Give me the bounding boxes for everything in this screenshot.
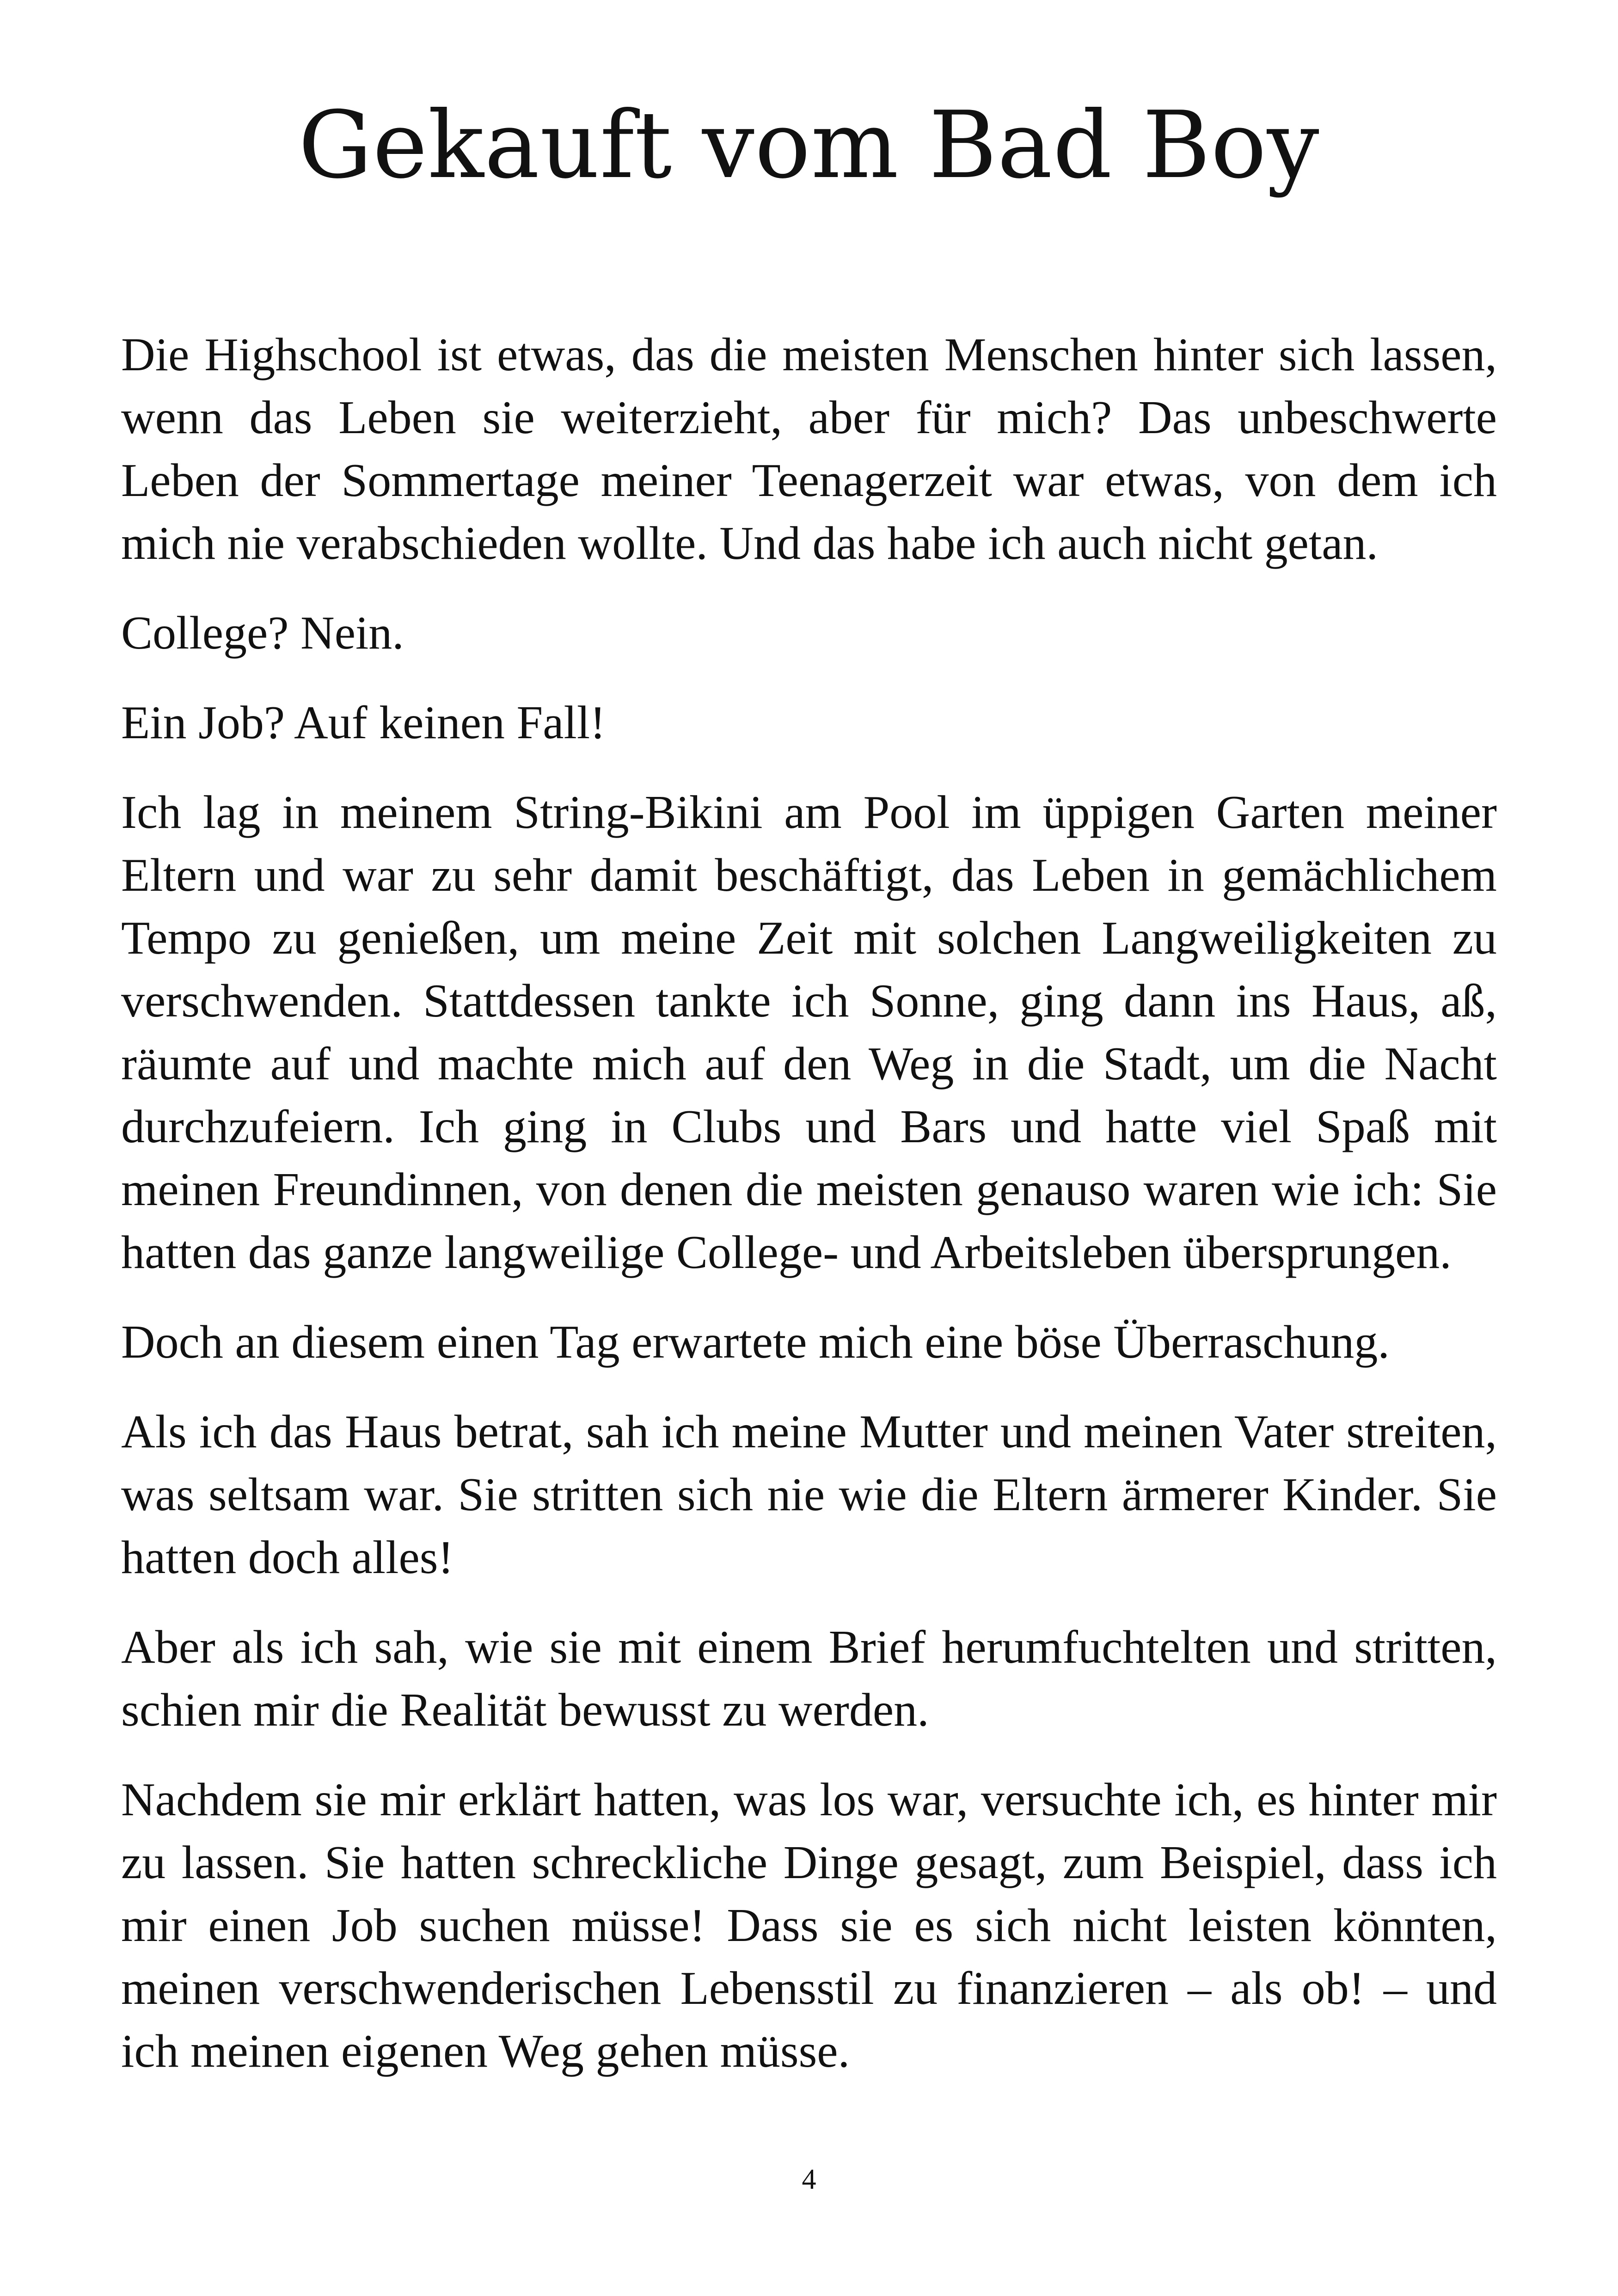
chapter-title: Gekauft vom Bad Boy (298, 92, 1320, 199)
body-text (121, 324, 1497, 2110)
paragraph: College? Nein. (121, 607, 404, 659)
paragraph: Die Highschool ist etwas, das die meisten Menschen hinter sich lassen, wenn das Leben sie weiterzieht, aber für mich? Das unbeschwerte Leben der Sommertage meiner Teenagerzeit war etwas, von dem ich mich nie verabschieden wollte. Und das habe ich auch nicht getan. (121, 329, 1497, 569)
page-number: 4 (802, 2164, 816, 2195)
paragraph: Aber als ich sah, wie sie mit einem Brief herumfuchtelten und stritten, schien mir die Realität bewusst zu werden. (121, 1621, 1497, 1736)
paragraph: Ich lag in meinem String-Bikini am Pool im üppigen Garten meiner Eltern und war zu sehr damit beschäftigt, das Leben in gemächlichem Tempo zu genießen, um meine Zeit mit solchen Langweiligkeiten zu verschwenden. Stattdessen tankte ich Sonne, ging dann ins Haus, aß, räumte auf und machte mich auf den Weg in die Stadt, um die Nacht durchzufeiern. Ich ging in Clubs und Bars und hatte viel Spaß mit meinen Freundinnen, von denen die meisten genauso waren wie ich: Sie hatten das ganze langweilige College- und Arbeitsleben übersprungen. (121, 786, 1497, 1279)
paragraph: Doch an diesem einen Tag erwartete mich eine böse Überraschung. (121, 1316, 1390, 1368)
paragraph: Nachdem sie mir erklärt hatten, was los war, versuchte ich, es hinter mir zu lassen. Sie hatten schreckliche Dinge gesagt, zum Beispiel, dass ich mir einen Job suchen müsse! Dass sie es sich nicht leisten könnten, meinen verschwenderischen Lebensstil zu finanzieren – als ob! – und ich meinen eigenen Weg gehen müsse. (121, 1774, 1497, 2077)
paragraph: Ein Job? Auf keinen Fall! (121, 697, 606, 749)
paragraph: Als ich das Haus betrat, sah ich meine Mutter und meinen Vater streiten, was seltsam war. Sie stritten sich nie wie die Eltern ärmerer Kinder. Sie hatten doch alles! (121, 1406, 1497, 1584)
